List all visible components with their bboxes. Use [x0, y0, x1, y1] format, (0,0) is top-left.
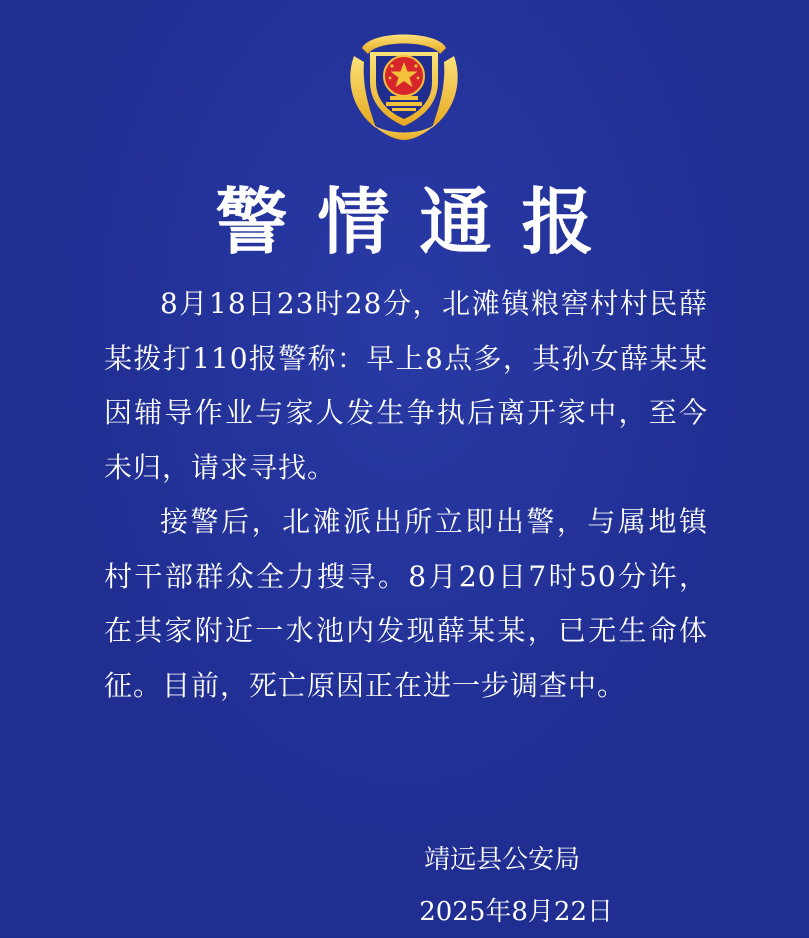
notice-paragraph-1: 8月18日23时28分，北滩镇粮窖村村民薛某拨打110报警称：早上8点多，其孙女薛某某因辅导作业与家人发生争执后离开家中，至今未归，请求寻找。 [104, 287, 708, 484]
issue-date: 2025年8月22日 [419, 897, 613, 927]
notice-signature [419, 834, 613, 938]
notice-body [104, 277, 708, 713]
issuer-name: 靖远县公安局 [424, 845, 581, 875]
notice-title: 警情通报 [215, 180, 624, 264]
police-emblem-icon [340, 18, 468, 146]
notice-paragraph-2: 接警后，北滩派出所立即出警，与属地镇村干部群众全力搜寻。8月20日7时50分许，在其家附近一水池内发现薛某某，已无生命体征。目前，死亡原因正在进一步调查中。 [104, 505, 708, 702]
